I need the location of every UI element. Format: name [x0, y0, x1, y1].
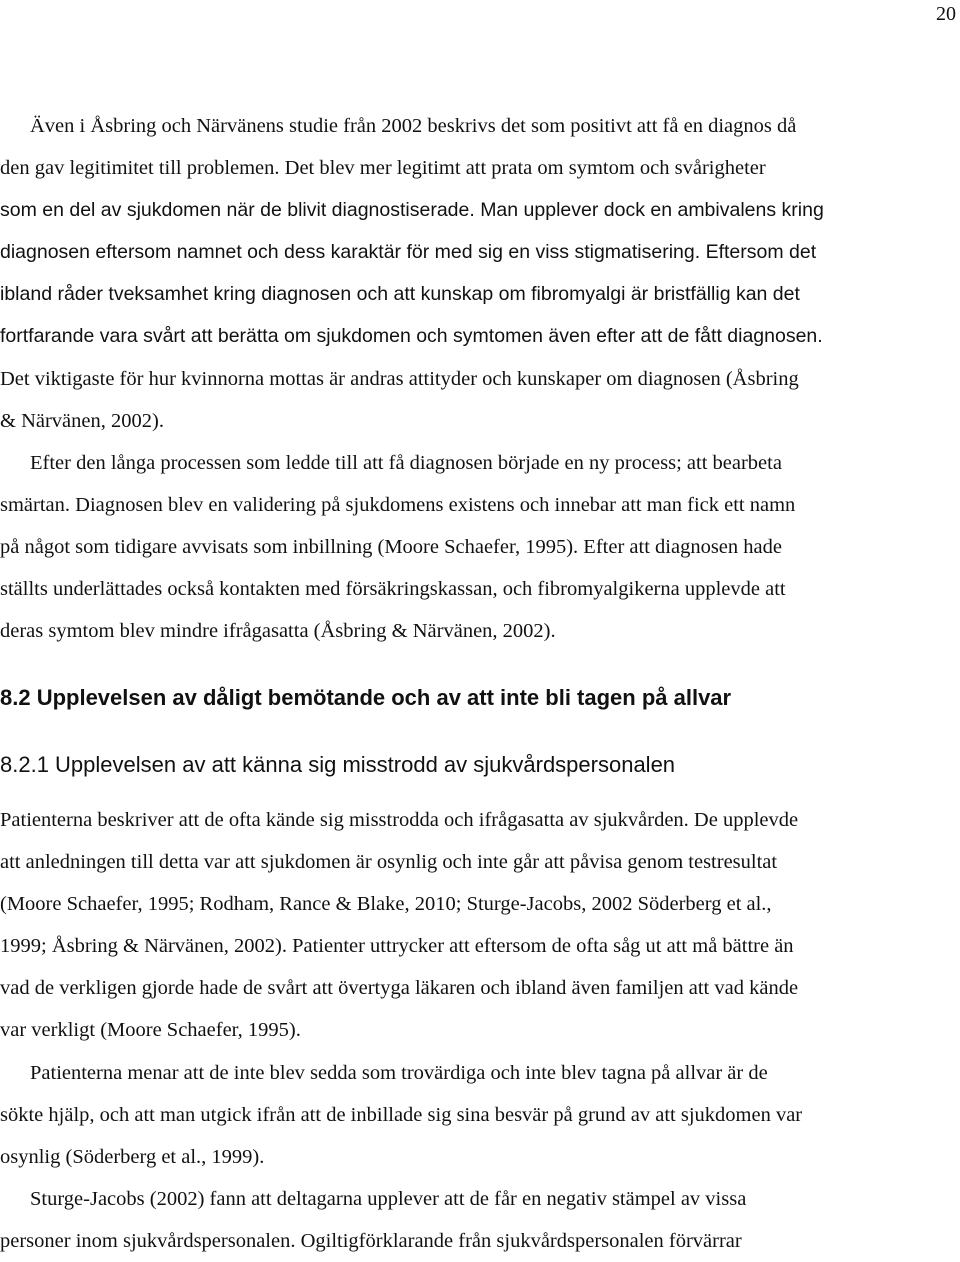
text-line: diagnosen eftersom namnet och dess karaktär för med sig en viss stigmatisering. Eftersom det	[0, 241, 817, 264]
text-line: deras symtom blev mindre ifrågasatta (Åsbring & Närvänen, 2002).	[0, 620, 556, 643]
text-line: smärtan. Diagnosen blev en validering på sjukdomens existens och innebar att man fick ett namn	[0, 493, 796, 516]
paragraph	[0, 442, 960, 652]
text-line: var verkligt (Moore Schaefer, 1995).	[0, 1019, 301, 1042]
text-line: fortfarande vara svårt att berätta om sjukdomen och symtomen även efter att de fått diagnosen.	[0, 325, 823, 348]
text-line: på något som tidigare avvisats som inbillning (Moore Schaefer, 1995). Efter att diagnosen hade	[0, 535, 782, 558]
text-line: ställts underlättades också kontakten med försäkringskassan, och fibromyalgikerna upplevde att	[0, 578, 786, 601]
body-section-bottom	[0, 799, 960, 1262]
text-line: Även i Åsbring och Närvänens studie från 2002 beskrivs det som positivt att få en diagnos då	[30, 115, 797, 137]
text-line: Patienterna beskriver att de ofta kände sig misstrodda och ifrågasatta av sjukvården. De upplevde	[0, 809, 799, 831]
text-line: att anledningen till detta var att sjukdomen är osynlig och inte går att påvisa genom testresultat	[0, 851, 778, 874]
text-line: osynlig (Söderberg et al., 1999).	[0, 1145, 265, 1168]
paragraph	[0, 1052, 960, 1178]
page-number: 20	[936, 3, 956, 25]
paragraph	[0, 799, 960, 1052]
text-line: som en del av sjukdomen när de blivit diagnostiserade. Man upplever dock en ambivalens kring	[0, 199, 824, 222]
section-heading: 8.2 Upplevelsen av dåligt bemötande och av att inte bli tagen på allvar	[0, 685, 732, 710]
text-line: Efter den långa processen som ledde till att få diagnosen började en ny process; att bearbeta	[30, 451, 782, 474]
paragraph	[0, 105, 960, 442]
text-line: Det viktigaste för hur kvinnorna mottas är andras attityder och kunskaper om diagnosen (Åsbring	[0, 367, 799, 390]
text-line: Sturge-Jacobs (2002) fann att deltagarna upplever att de får en negativ stämpel av vissa	[30, 1187, 747, 1210]
body-section-top	[0, 105, 960, 652]
text-line: 1999; Åsbring & Närvänen, 2002). Patienter uttrycker att eftersom de ofta såg ut att må bättre än	[0, 935, 794, 958]
text-line: & Närvänen, 2002).	[0, 409, 164, 432]
text-line: ibland råder tveksamhet kring diagnosen och att kunskap om fibromyalgi är bristfällig kan det	[0, 283, 800, 306]
text-line: vad de verkligen gjorde hade de svårt att övertyga läkaren och ibland även familjen att vad kände	[0, 977, 799, 1000]
text-line: (Moore Schaefer, 1995; Rodham, Rance & Blake, 2010; Sturge-Jacobs, 2002 Söderberg et al.,	[0, 893, 772, 916]
subsection-heading: 8.2.1 Upplevelsen av att känna sig misstrodd av sjukvårdspersonalen	[0, 752, 676, 777]
text-line: den gav legitimitet till problemen. Det blev mer legitimt att prata om symtom och svårigheter	[0, 157, 766, 180]
text-line: sökte hjälp, och att man utgick ifrån att de inbillade sig sina besvär på grund av att sjukdomen var	[0, 1103, 803, 1126]
text-line: Patienterna menar att de inte blev sedda som trovärdiga och inte blev tagna på allvar är de	[30, 1061, 768, 1084]
text-line: personer inom sjukvårdspersonalen. Ogiltigförklarande från sjukvårdspersonalen förvärrar	[0, 1229, 742, 1252]
paragraph	[0, 1178, 960, 1262]
